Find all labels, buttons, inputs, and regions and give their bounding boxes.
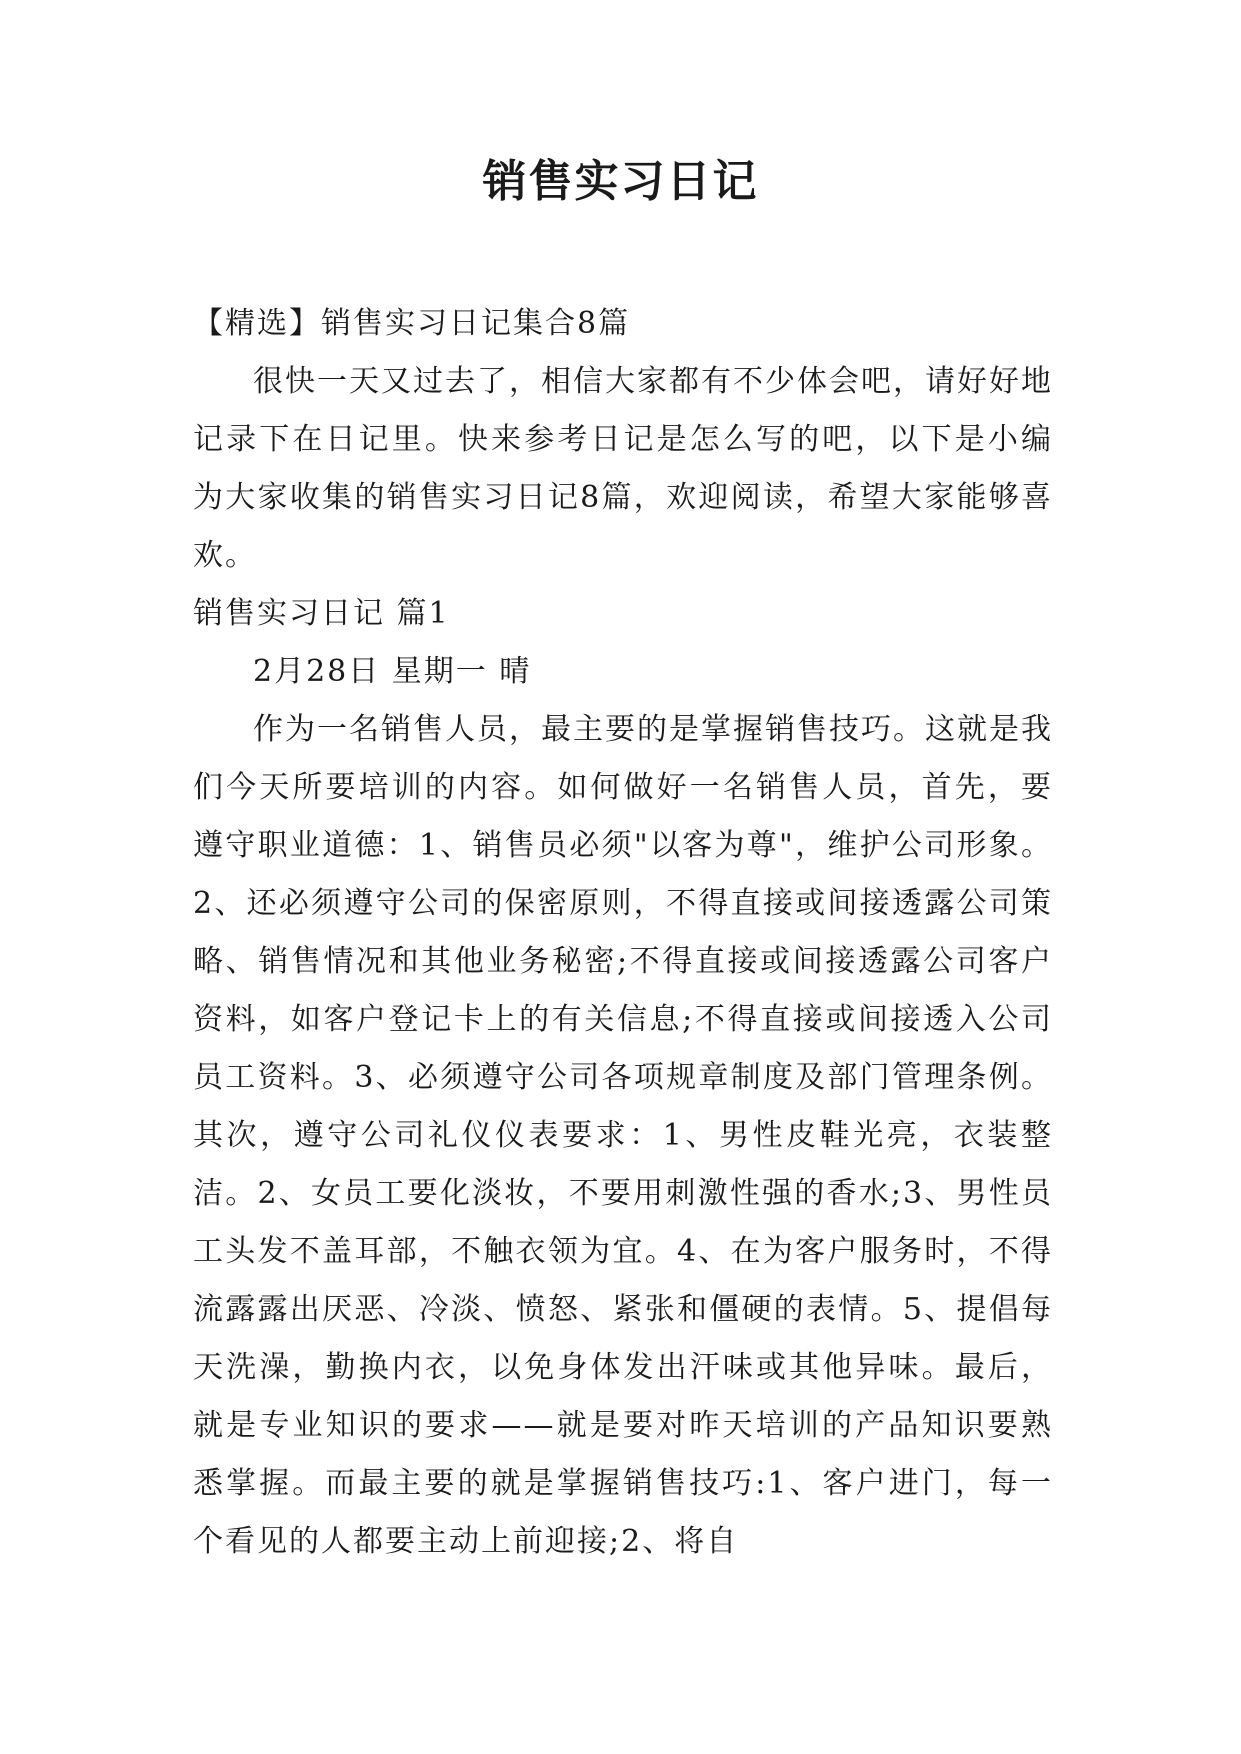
document-body (193, 295, 1053, 1571)
document-title: 销售实习日记 (482, 156, 759, 207)
collection-subtitle: 【精选】销售实习日记集合8篇 (193, 306, 631, 341)
section-heading: 销售实习日记 篇1 (193, 596, 450, 631)
diary-paragraph: 作为一名销售人员，最主要的是掌握销售技巧。这就是我们今天所要培训的内容。如何做好一名销售人员，首先，要遵守职业道德：1、销售员必须"以客为尊"，维护公司形象。2、还必须遵守公司的保密原则，不得直接或间接透露公司策略、销售情况和其他业务秘密;不得直接或间接透露公司客户资料，如客户登记卡上的有关信息;不得直接或间接透入公司员工资料。3、必须遵守公司各项规章制度及部门管理条例。其次，遵守公司礼仪仪表要求：1、男性皮鞋光亮，衣装整洁。2、女员工要化淡妆，不要用刺激性强的香水;3、男性员工头发不盖耳部，不触衣领为宜。4、在为客户服务时，不得流露露出厌恶、冷淡、愤怒、紧张和僵硬的表情。5、提倡每天洗澡，勤换内衣，以免身体发出汗味或其他异味。最后，就是专业知识的要求——就是要对昨天培训的产品知识要熟悉掌握。而最主要的就是掌握销售技巧:1、客户进门，每一个看见的人都要主动上前迎接;2、将自 (193, 712, 1053, 1559)
intro-paragraph: 很快一天又过去了，相信大家都有不少体会吧，请好好地记录下在日记里。快来参考日记是怎么写的吧，以下是小编为大家收集的销售实习日记8篇，欢迎阅读，希望大家能够喜欢。 (193, 364, 1053, 573)
diary-date-line: 2月28日 星期一 晴 (253, 654, 532, 689)
